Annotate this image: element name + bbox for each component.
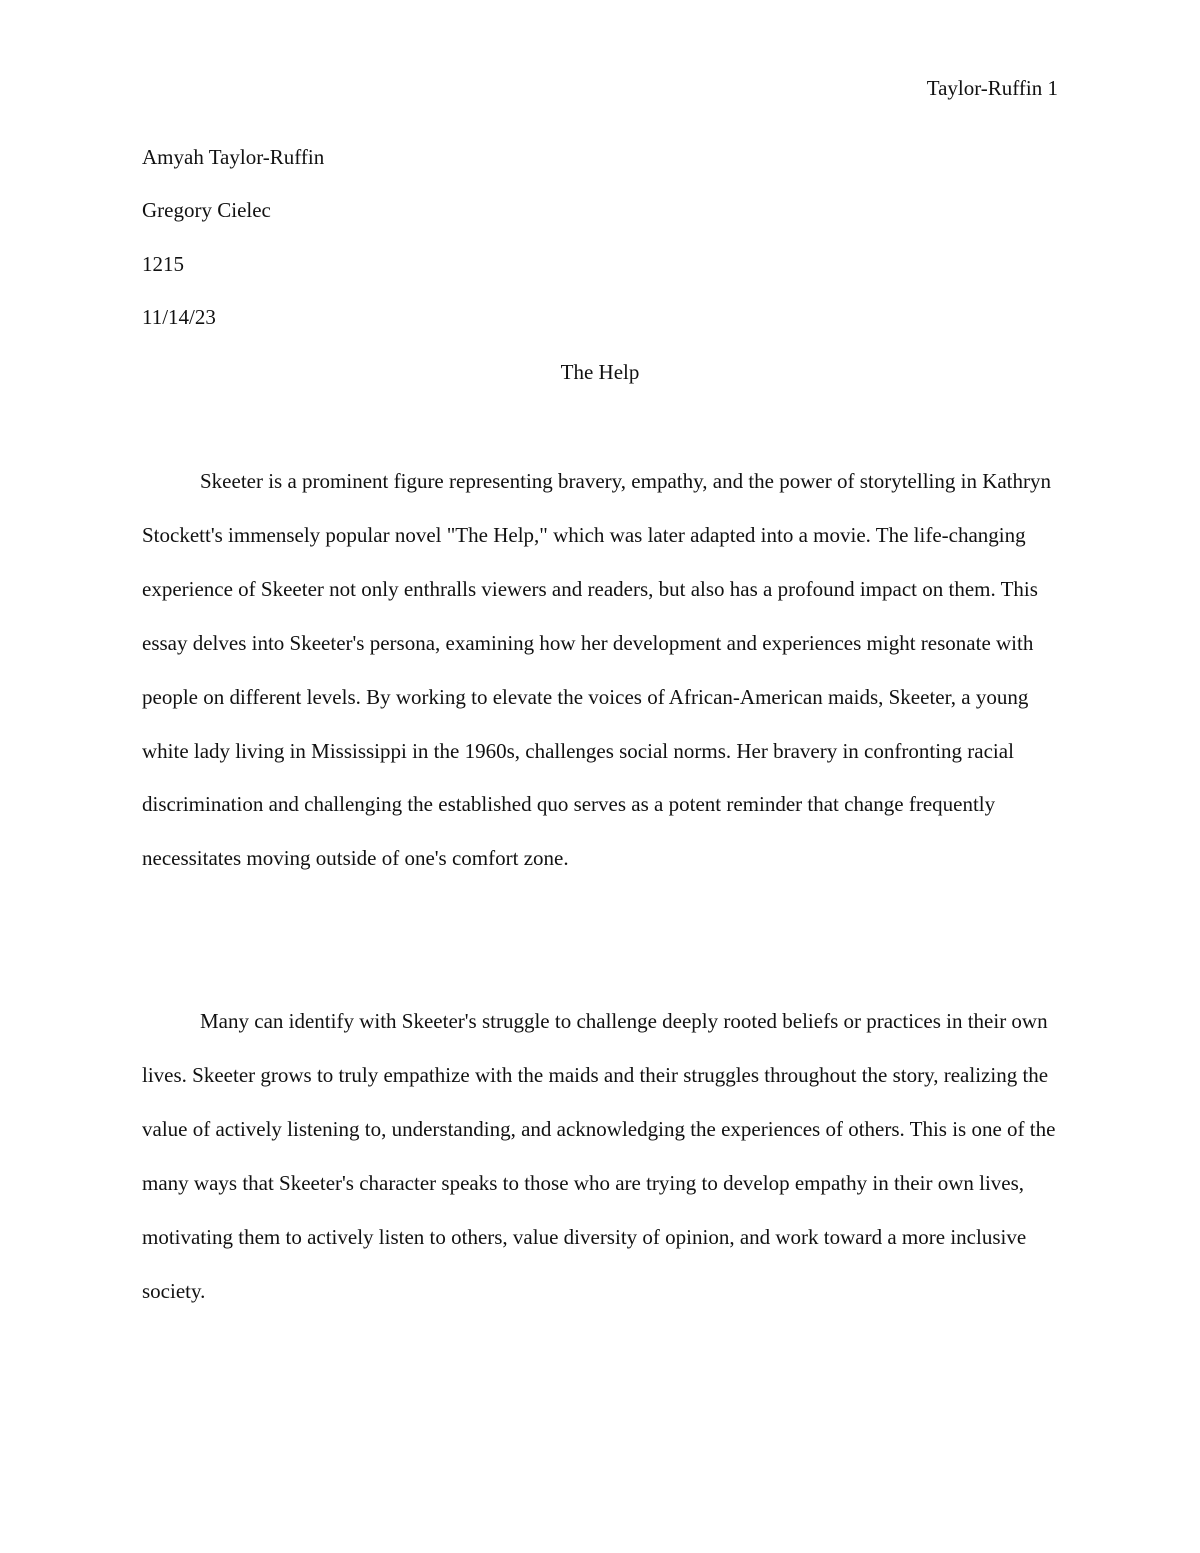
body-paragraph-2-container (142, 995, 1058, 1318)
body-paragraph: Many can identify with Skeeter's struggle to challenge deeply rooted beliefs or practices in their own lives. Skeeter grows to truly empathize with the maids and their struggles throughout the story, realizing the value of actively listening to, understanding, and acknowledging the experiences of others. This is one of the many ways that Skeeter's character speaks to those who are trying to develop empathy in their own lives, motivating them to actively listen to others, value diversity of opinion, and work toward a more inclusive society. (142, 1009, 1056, 1303)
instructor-name: Gregory Cielec (142, 198, 271, 223)
running-header: Taylor-Ruffin 1 (926, 76, 1058, 100)
student-name: Amyah Taylor-Ruffin (142, 145, 325, 169)
body-paragraph: Skeeter is a prominent figure representing bravery, empathy, and the power of storytelling in Kathryn Stockett's immensely popular novel "The Help," which was later adapted into a movie. The life-changing experience of Skeeter not only enthralls viewers and readers, but also has a profound impact on them. This essay delves into Skeeter's persona, examining how her development and experiences might resonate with people on different levels. By working to elevate the voices of African-American maids, Skeeter, a young white lady living in Mississippi in the 1960s, challenges social norms. Her bravery in confronting racial discrimination and challenging the established quo serves as a potent reminder that change frequently necessitates moving outside of one's comfort zone. (142, 469, 1052, 871)
essay-date: 11/14/23 (142, 304, 216, 329)
course-number: 1215 (142, 251, 184, 276)
body-paragraph-1-container (142, 455, 1058, 886)
essay-title: The Help (560, 360, 640, 384)
mla-heading (142, 143, 1058, 356)
